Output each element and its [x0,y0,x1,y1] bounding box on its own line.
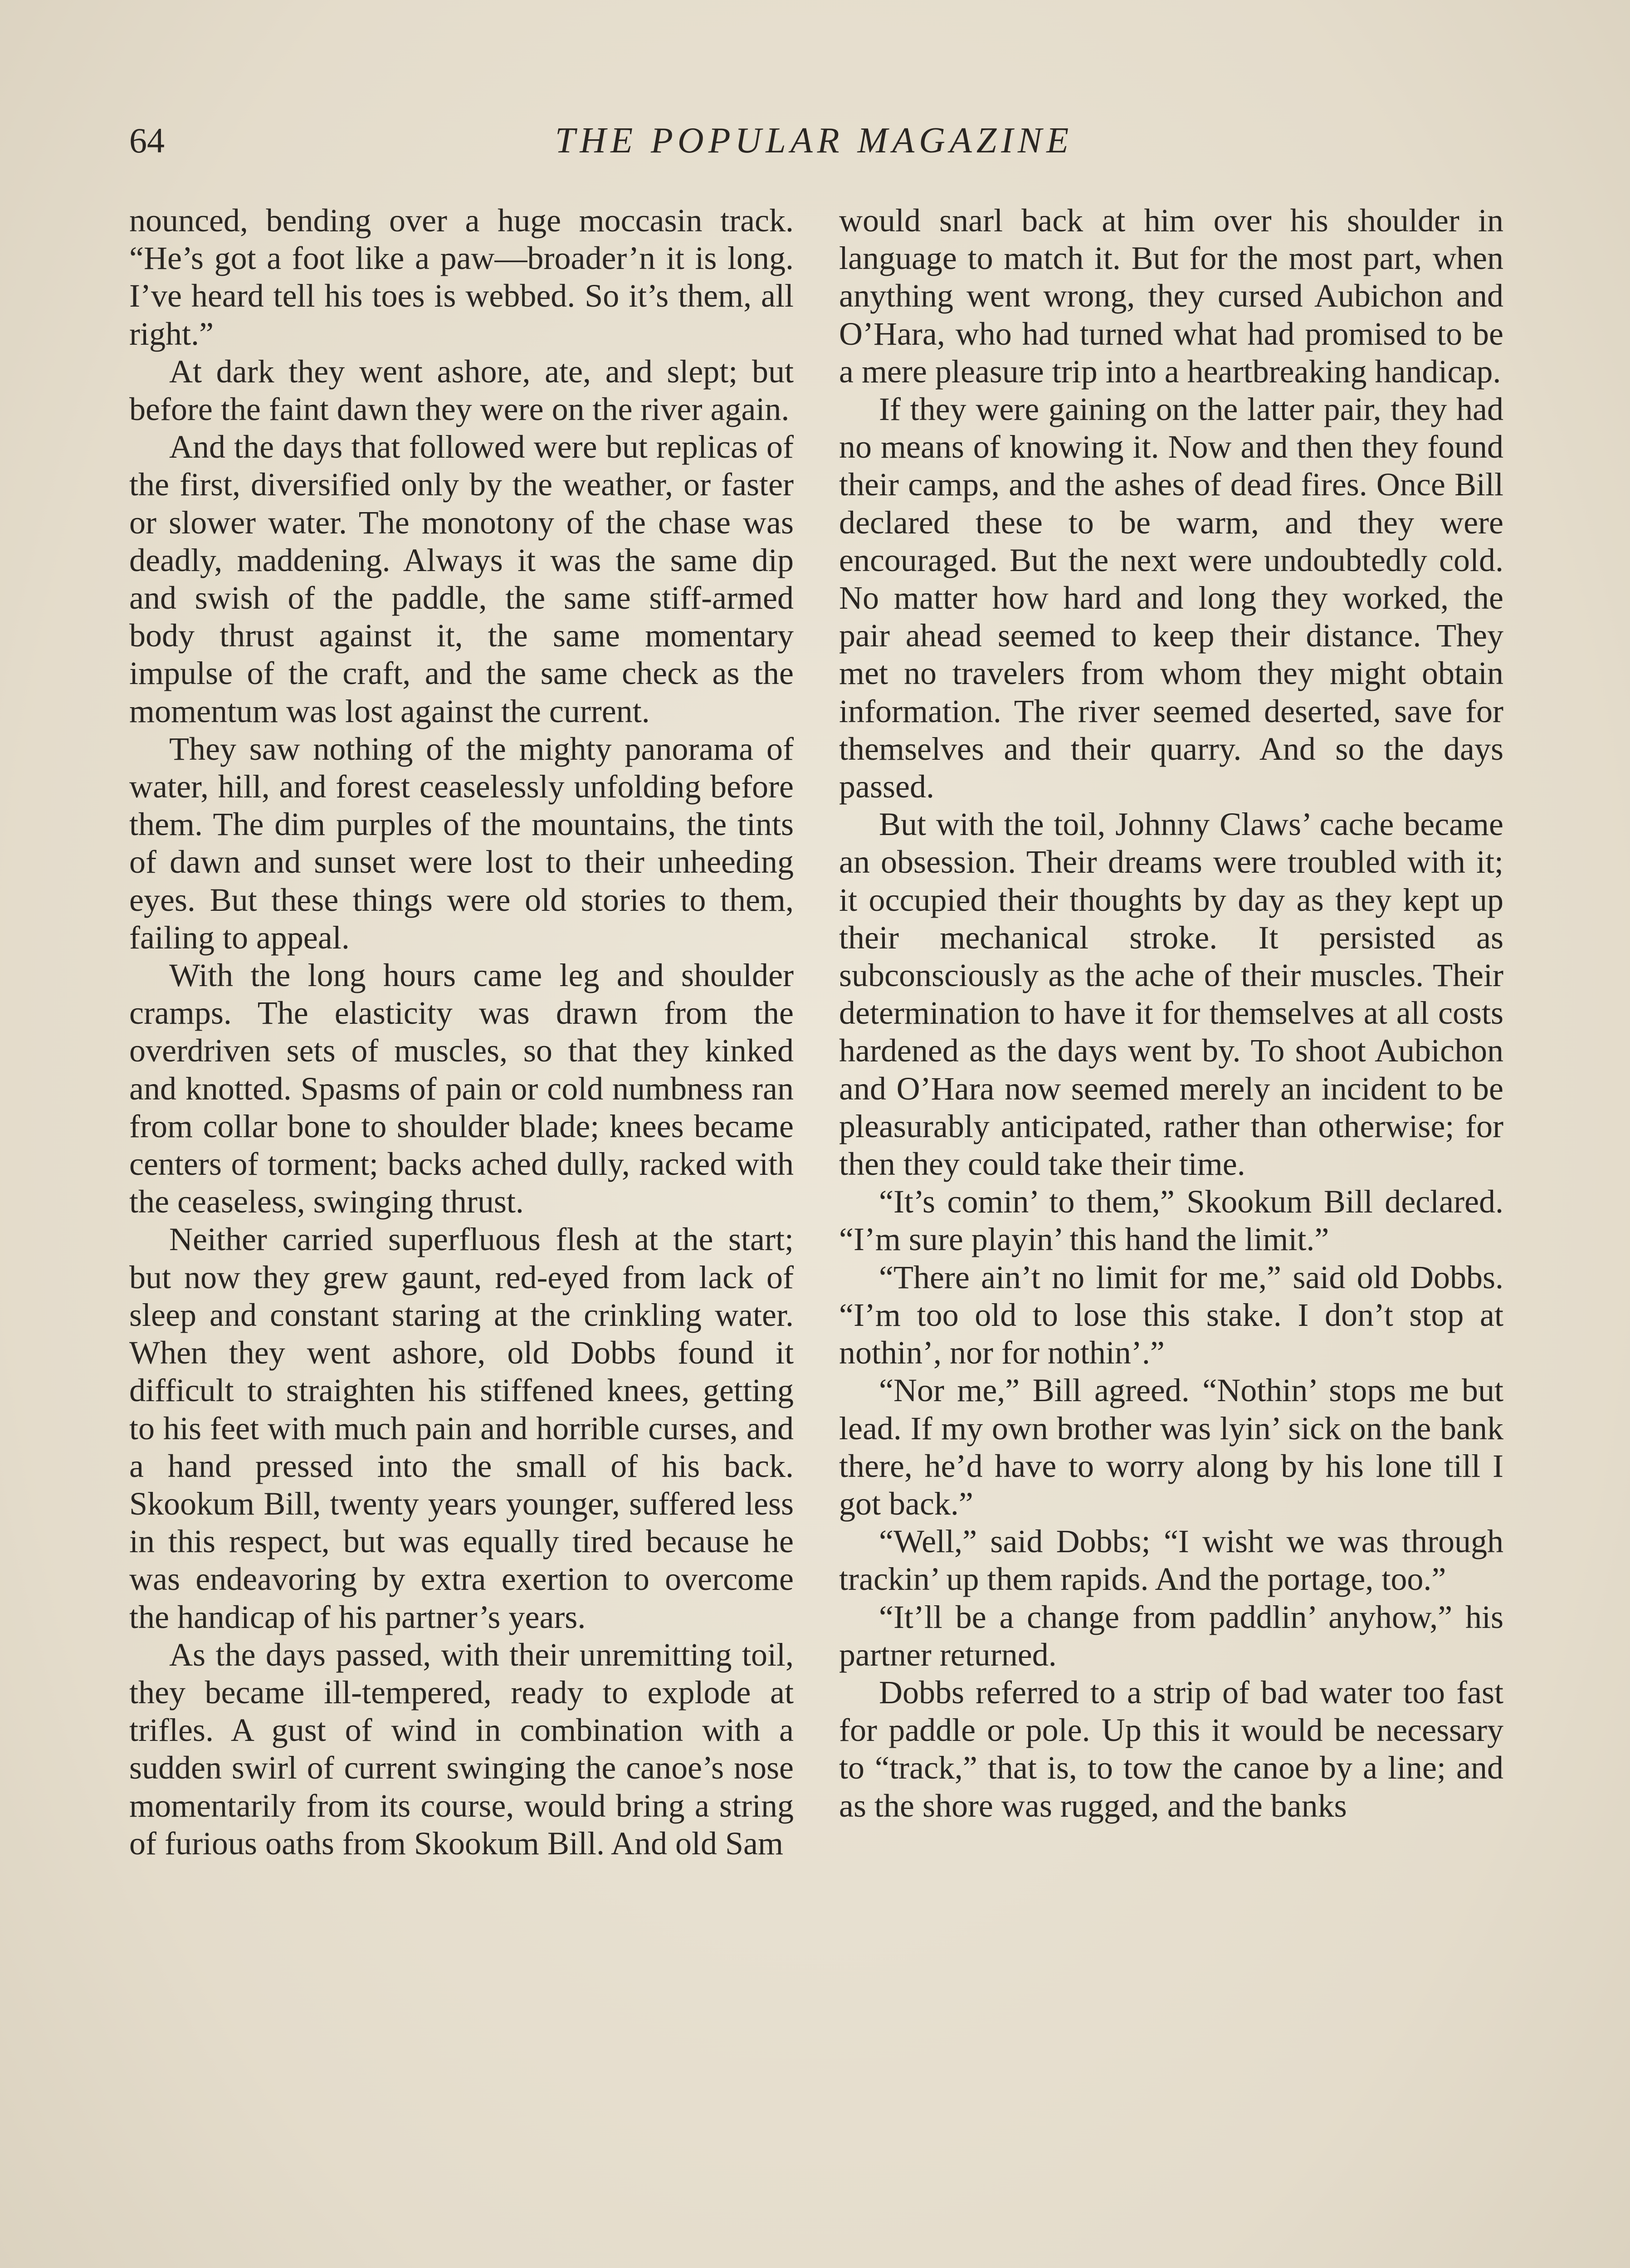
paragraph: With the long hours came leg and shoulder cramps. The elasticity was drawn from the overdriven sets of muscles, so that they kinked and knotted. Spasms of pain or cold numbness ran from collar bone to shoulder blade; knees became centers of torment; backs ached dully, racked with the ceaseless, swinging thrust. [129,957,794,1220]
paragraph: At dark they went ashore, ate, and slept; but before the faint dawn they were on the river again. [129,353,794,428]
page-number: 64 [129,121,165,160]
paragraph: would snarl back at him over his shoulder in language to match it. But for the most part, when anything went wrong, they cursed Aubichon and O’Hara, who had turned what had promised to be a mere pleasure trip into a heartbreaking handicap. [839,202,1503,390]
paragraph: They saw nothing of the mighty panorama of water, hill, and forest ceaselessly unfolding before them. The dim purples of the mountains, the tints of dawn and sunset were lost to their unheeding eyes. But these things were old stories to them, failing to appeal. [129,730,794,956]
paragraph: nounced, bending over a huge moccasin track. “He’s got a foot like a paw—broader’n it is long. I’ve heard tell his toes is webbed. So it’s them, all right.” [129,202,794,352]
paragraph: “Well,” said Dobbs; “I wisht we was through trackin’ up them rapids. And the portage, too.” [839,1523,1503,1598]
paragraph: And the days that followed were but replicas of the first, diversified only by the weather, or faster or slower water. The monotony of the chase was deadly, maddening. Always it was the same dip and swish of the paddle, the same stiff-armed body thrust against it, the same momentary impulse of the craft, and the same check as the momentum was lost against the current. [129,429,794,729]
paragraph: If they were gaining on the latter pair, they had no means of knowing it. Now and then they found their camps, and the ashes of dead fires. Once Bill declared these to be warm, and they were encouraged. But the next were undoubtedly cold. No matter how hard and long they worked, the pair ahead seemed to keep their distance. They met no travelers from whom they might obtain information. The river seemed deserted, save for themselves and their quarry. And so the days passed. [839,391,1503,805]
paragraph: As the days passed, with their unremitting toil, they became ill-tempered, ready to explode at trifles. A gust of wind in combination with a sudden swirl of current swinging the canoe’s nose momentarily from its course, would bring a string of furious oaths from Skookum Bill. And old Sam [129,1636,794,1862]
paragraph: “There ain’t no limit for me,” said old Dobbs. “I’m too old to lose this stake. I don’t stop at nothin’, nor for nothin’.” [839,1259,1503,1371]
paragraph: But with the toil, Johnny Claws’ cache became an obsession. Their dreams were troubled with it; it occupied their thoughts by day as they kept up their mechanical stroke. It persisted as subconsciously as the ache of their muscles. Their determination to have it for themselves at all costs hardened as the days went by. To shoot Aubichon and O’Hara now seemed merely an incident to be pleasurably anticipated, rather than otherwise; for then they could take their time. [839,806,1503,1183]
paragraph: “Nor me,” Bill agreed. “Nothin’ stops me but lead. If my own brother was lyin’ sick on the bank there, he’d have to worry along by his lone till I got back.” [839,1372,1503,1522]
right-column [839,202,1503,1825]
paragraph: “It’ll be a change from paddlin’ anyhow,” his partner returned. [839,1598,1503,1673]
paragraph: Neither carried superfluous flesh at the start; but now they grew gaunt, red-eyed from lack of sleep and constant staring at the crinkling water. When they went ashore, old Dobbs found it difficult to straighten his stiffened knees, getting to his feet with much pain and horrible curses, and a hand pressed into the small of his back. Skookum Bill, twenty years younger, suffered less in this respect, but was equally tired because he was endeavoring by extra exertion to overcome the handicap of his partner’s years. [129,1221,794,1635]
paragraph: Dobbs referred to a strip of bad water too fast for paddle or pole. Up this it would be necessary to “track,” that is, to tow the canoe by a line; and as the shore was rugged, and the banks [839,1674,1503,1824]
left-column [129,202,794,1862]
running-title: THE POPULAR MAGAZINE [555,121,1074,161]
paragraph: “It’s comin’ to them,” Skookum Bill declared. “I’m sure playin’ this hand the limit.” [839,1183,1503,1258]
page-header [129,116,1499,166]
